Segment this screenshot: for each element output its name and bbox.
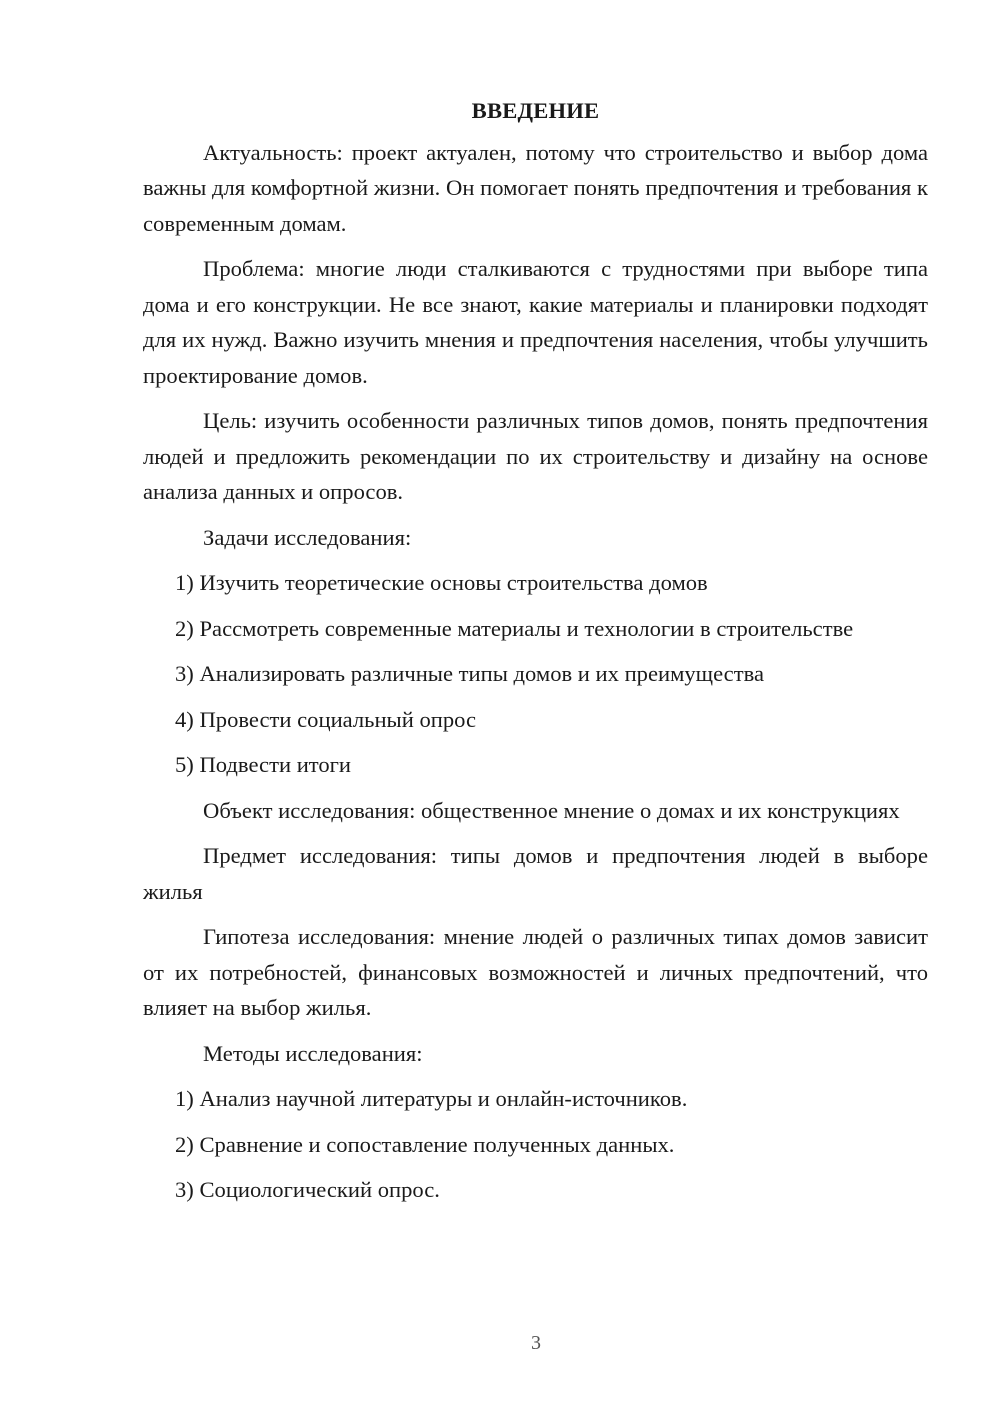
task-item: 5) Подвести итоги xyxy=(175,752,352,777)
hypothesis-paragraph: Гипотеза исследования: мнение людей о различных типах домов зависит от их потребностей, финансовых возможностей и личных предпочтений, что влияет на выбор жилья. xyxy=(143,924,928,1020)
page-number: 3 xyxy=(531,1332,541,1354)
methods-heading: Методы исследования: xyxy=(203,1040,423,1066)
method-item: 3) Социологический опрос. xyxy=(175,1177,440,1202)
page-content xyxy=(143,93,928,1218)
tasks-heading: Задачи исследования: xyxy=(203,524,412,550)
section-title: ВВЕДЕНИЕ xyxy=(471,98,600,123)
task-item: 1) Изучить теоретические основы строительства домов xyxy=(175,570,708,595)
subject-paragraph: Предмет исследования: типы домов и предпочтения людей в выборе жилья xyxy=(143,843,928,904)
method-item: 2) Сравнение и сопоставление полученных данных. xyxy=(175,1131,675,1157)
goal-paragraph: Цель: изучить особенности различных типов домов, понять предпочтения людей и предложить рекомендации по их строительству и дизайну на основе анализа данных и опросов. xyxy=(143,408,928,504)
method-item: 1) Анализ научной литературы и онлайн-источников. xyxy=(175,1086,688,1111)
object-paragraph: Объект исследования: общественное мнение о домах и их конструкциях xyxy=(203,797,900,823)
relevance-paragraph: Актуальность: проект актуален, потому что строительство и выбор дома важны для комфортной жизни. Он помогает понять предпочтения и требования к современным домам. xyxy=(143,139,928,236)
task-item: 3) Анализировать различные типы домов и их преимущества xyxy=(175,661,764,686)
problem-paragraph: Проблема: многие люди сталкиваются с трудностями при выборе типа дома и его конструкции. Не все знают, какие материалы и планировки подходят для их нужд. Важно изучить мнения и предпочтения населения, чтобы улучшить проектирование домов. xyxy=(143,256,928,388)
task-item: 4) Провести социальный опрос xyxy=(175,706,477,732)
task-item: 2) Рассмотреть современные материалы и технологии в строительстве xyxy=(175,615,854,641)
